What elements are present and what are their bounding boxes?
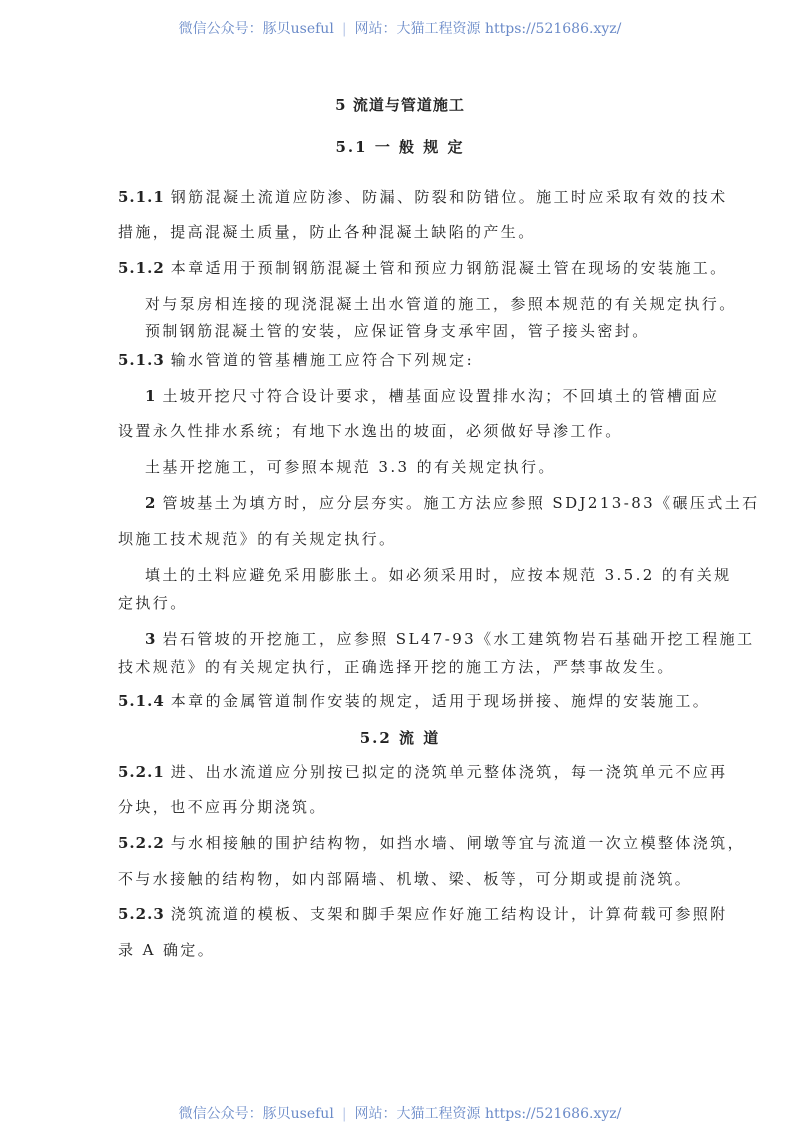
line-text: 浇筑流道的模板、支架和脚手架应作好施工结构设计，计算荷载可参照附 (170, 905, 728, 923)
watermark-header (0, 18, 800, 38)
paragraph-line (145, 493, 760, 513)
watermark-site: 网站：大猫工程资源 https://521686.xyz/ (354, 21, 622, 37)
line-text: 技术规范》的有关规定执行，正确选择开挖的施工方法，严禁事故发生。 (118, 658, 675, 676)
paragraph-line (118, 258, 728, 278)
section-title-5-2: 5.2 流 道 (359, 729, 441, 747)
line-text: 土坡开挖尺寸符合设计要求，槽基面应设置排水沟；不回填土的管槽面应 (162, 387, 720, 405)
watermark-site: 网站：大猫工程资源 https://521686.xyz/ (354, 1106, 622, 1122)
paragraph-line (118, 350, 680, 370)
paragraph-line (118, 940, 680, 960)
line-text: 输水管道的管基槽施工应符合下列规定: (170, 351, 475, 369)
line-text: 填土的土料应避免采用膨胀土。如必须采用时，应按本规范 3.5.2 的有关规 (145, 566, 732, 584)
paragraph-line (118, 833, 745, 853)
section-title-5-1: 5.1 一 般 规 定 (335, 138, 465, 156)
line-text: 分块，也不应再分期浇筑。 (118, 798, 327, 816)
paragraph-line (118, 869, 693, 889)
clause-number: 5.2.1 (118, 763, 165, 781)
paragraph-line (145, 294, 737, 314)
clause-number: 3 (145, 630, 157, 648)
clause-number: 5.1.3 (118, 351, 165, 369)
paragraph-line (118, 421, 680, 441)
watermark-wechat: 微信公众号：豚贝useful (178, 21, 334, 37)
paragraph-line (118, 529, 680, 549)
line-text: 对与泵房相连接的现浇混凝土出水管道的施工，参照本规范的有关规定执行。 (145, 295, 737, 313)
line-text: 措施，提高混凝土质量，防止各种混凝土缺陷的产生。 (118, 223, 536, 241)
line-text: 与水相接触的围护结构物，如挡水墙、闸墩等宜与流道一次立模整体浇筑， (170, 834, 745, 852)
line-text: 土基开挖施工，可参照本规范 3.3 的有关规定执行。 (145, 458, 556, 476)
watermark-footer (0, 1103, 800, 1123)
chapter-title: 5 流道与管道施工 (335, 96, 465, 114)
paragraph-line (118, 797, 680, 817)
clause-number: 2 (145, 494, 157, 512)
watermark-separator: | (341, 1106, 347, 1122)
paragraph-line (118, 187, 728, 207)
line-text: 坝施工技术规范》的有关规定执行。 (118, 530, 397, 548)
watermark-separator: | (341, 21, 347, 37)
paragraph-line (118, 222, 680, 242)
line-text: 预制钢筋混凝土管的安装，应保证管身支承牢固，管子接头密封。 (145, 322, 650, 340)
line-text: 定执行。 (118, 594, 188, 612)
line-text: 设置永久性排水系统；有地下水逸出的坡面，必须做好导渗工作。 (118, 422, 623, 440)
clause-number: 5.1.4 (118, 692, 165, 710)
line-text: 本章适用于预制钢筋混凝土管和预应力钢筋混凝土管在现场的安装施工。 (170, 259, 728, 277)
paragraph-line (145, 457, 680, 477)
clause-number: 5.1.2 (118, 259, 165, 277)
paragraph-line (118, 593, 680, 613)
paragraph-line (145, 565, 732, 585)
line-text: 录 A 确定。 (118, 941, 216, 959)
line-text: 进、出水流道应分别按已拟定的浇筑单元整体浇筑，每一浇筑单元不应再 (170, 763, 728, 781)
clause-number: 5.2.2 (118, 834, 165, 852)
watermark-wechat: 微信公众号：豚贝useful (178, 1106, 334, 1122)
paragraph-line (145, 321, 680, 341)
paragraph-line (118, 691, 711, 711)
line-text: 钢筋混凝土流道应防渗、防漏、防裂和防错位。施工时应采取有效的技术 (170, 188, 728, 206)
paragraph-line (118, 657, 680, 677)
paragraph-line (118, 904, 728, 924)
line-text: 管坡基土为填方时，应分层夯实。施工方法应参照 SDJ213-83《碾压式土石 (162, 494, 760, 512)
line-text: 不与水接触的结构物，如内部隔墙、机墩、梁、板等，可分期或提前浇筑。 (118, 870, 693, 888)
line-text: 岩石管坡的开挖施工，应参照 SL47-93《水工建筑物岩石基础开挖工程施工 (162, 630, 755, 648)
line-text: 本章的金属管道制作安装的规定，适用于现场拼接、施焊的安装施工。 (170, 692, 711, 710)
clause-number: 5.1.1 (118, 188, 165, 206)
clause-number: 1 (145, 387, 157, 405)
paragraph-line (118, 762, 728, 782)
paragraph-line (145, 629, 755, 649)
clause-number: 5.2.3 (118, 905, 165, 923)
paragraph-line (145, 386, 720, 406)
